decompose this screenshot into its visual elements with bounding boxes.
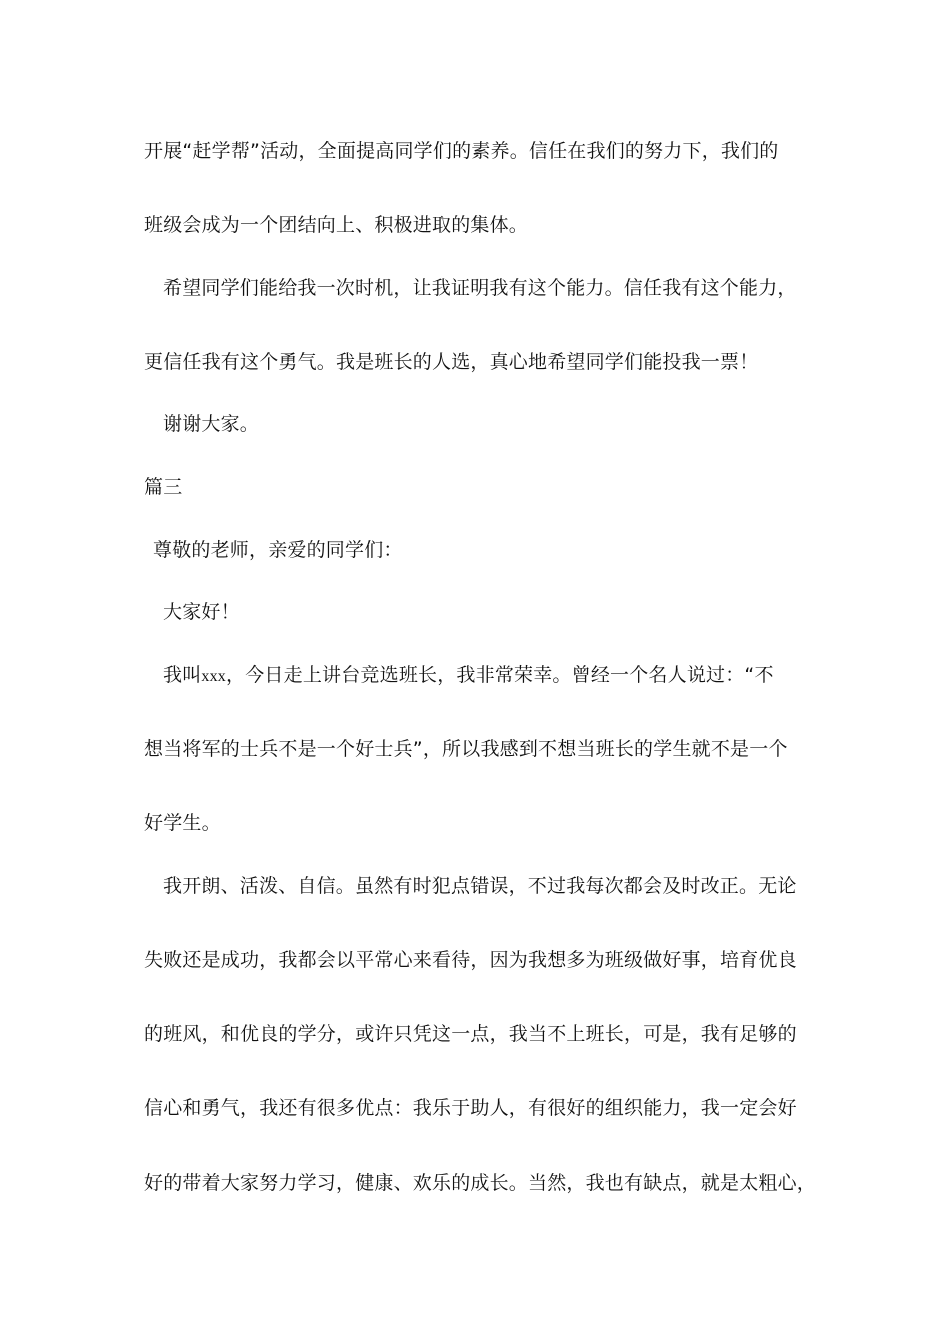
paragraph-line: 希望同学们能给我一次时机，让我证明我有这个能力。信任我有这个能力， <box>163 277 797 299</box>
paragraph-line: 信心和勇气，我还有很多优点：我乐于助人，有很好的组织能力，我一定会好 <box>144 1097 797 1119</box>
line-segment: ，今日走上讲台竞选班长，我非常荣幸。曾经一个名人说过：“不 <box>226 664 774 686</box>
paragraph-line: 想当将军的士兵不是一个好士兵”，所以我感到不想当班长的学生就不是一个 <box>144 738 788 760</box>
greeting-line: 大家好！ <box>163 601 240 623</box>
paragraph-line: 班级会成为一个团结向上、积极进取的集体。 <box>144 214 529 236</box>
paragraph-line: 的班风，和优良的学分，或许只凭这一点，我当不上班长，可是，我有足够的 <box>144 1023 797 1045</box>
section-heading: 篇三 <box>144 476 183 498</box>
paragraph-line: 失败还是成功，我都会以平常心来看待，因为我想多为班级做好事，培育优良 <box>144 949 797 971</box>
paragraph-line: 好学生。 <box>144 812 221 834</box>
paragraph-line: 谢谢大家。 <box>163 413 260 435</box>
line-segment: 我叫 <box>163 664 202 686</box>
name-placeholder: xxx <box>201 668 227 685</box>
paragraph-line: 我开朗、活泼、自信。虽然有时犯点错误，不过我每次都会及时改正。无论 <box>163 875 797 897</box>
salutation-line: 尊敬的老师，亲爱的同学们： <box>153 539 403 561</box>
paragraph-line: 更信任我有这个勇气。我是班长的人选，真心地希望同学们能投我一票！ <box>144 351 759 373</box>
paragraph-line: 开展“赶学帮”活动，全面提高同学们的素养。信任在我们的努力下，我们的 <box>144 140 779 162</box>
paragraph-line: 好的带着大家努力学习，健康、欢乐的成长。当然，我也有缺点，就是太粗心， <box>144 1172 817 1194</box>
paragraph-line <box>163 662 774 690</box>
